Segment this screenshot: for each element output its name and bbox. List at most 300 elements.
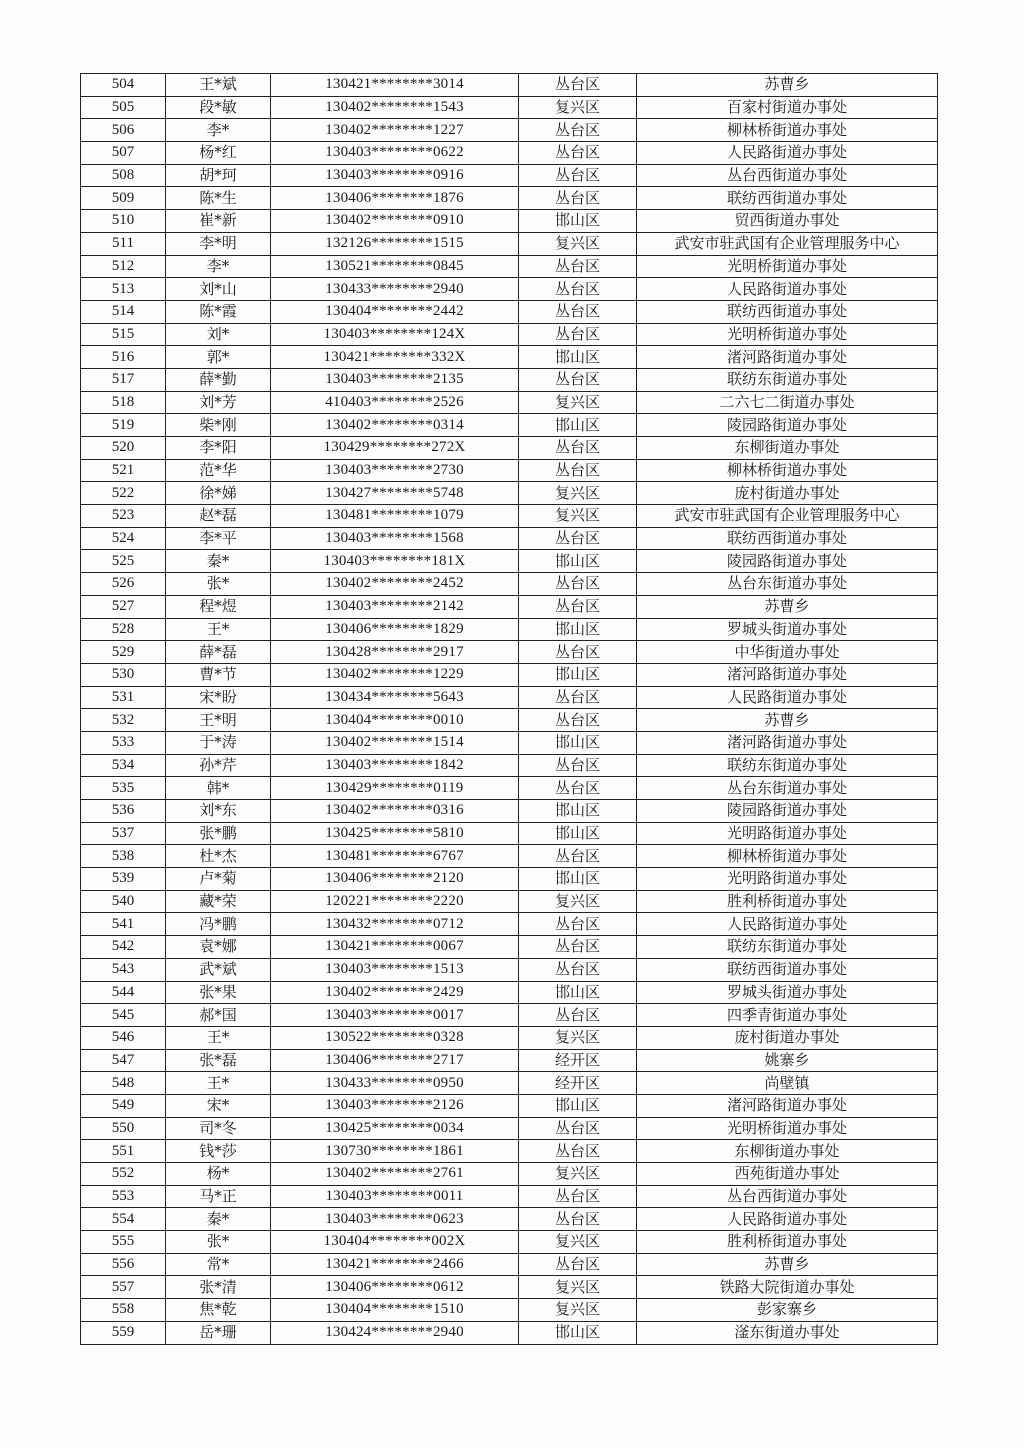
row-number-cell: 553 — [81, 1185, 166, 1208]
work-unit-cell: 柳林桥街道办事处 — [637, 459, 938, 482]
row-number-cell: 514 — [81, 300, 166, 323]
row-number-cell: 532 — [81, 709, 166, 732]
person-name-cell: 袁*娜 — [166, 936, 271, 959]
id-number-cell: 130402********2429 — [271, 981, 519, 1004]
district-cell: 邯山区 — [519, 868, 637, 891]
row-number-cell: 559 — [81, 1321, 166, 1344]
id-number-cell: 130402********1543 — [271, 96, 519, 119]
id-number-cell: 130403********0916 — [271, 164, 519, 187]
id-number-cell: 130402********1227 — [271, 119, 519, 142]
person-name-cell: 钱*莎 — [166, 1140, 271, 1163]
district-cell: 复兴区 — [519, 482, 637, 505]
table-row — [81, 1026, 938, 1049]
id-number-cell: 410403********2526 — [271, 391, 519, 414]
work-unit-cell: 苏曹乡 — [637, 1253, 938, 1276]
district-cell: 丛台区 — [519, 119, 637, 142]
id-number-cell: 130403********2135 — [271, 368, 519, 391]
table-row — [81, 1208, 938, 1231]
person-name-cell: 陈*霞 — [166, 300, 271, 323]
id-number-cell: 130427********5748 — [271, 482, 519, 505]
district-cell: 复兴区 — [519, 232, 637, 255]
person-name-cell: 宋*盼 — [166, 686, 271, 709]
person-name-cell: 薛*勤 — [166, 368, 271, 391]
table-row — [81, 958, 938, 981]
work-unit-cell: 铁路大院街道办事处 — [637, 1276, 938, 1299]
id-number-cell: 130403********1842 — [271, 754, 519, 777]
district-cell: 丛台区 — [519, 1117, 637, 1140]
district-cell: 复兴区 — [519, 505, 637, 528]
work-unit-cell: 武安市驻武国有企业管理服务中心 — [637, 505, 938, 528]
id-number-cell: 130404********0010 — [271, 709, 519, 732]
work-unit-cell: 柳林桥街道办事处 — [637, 845, 938, 868]
row-number-cell: 505 — [81, 96, 166, 119]
work-unit-cell: 二六七二街道办事处 — [637, 391, 938, 414]
district-cell: 邯山区 — [519, 731, 637, 754]
district-cell: 丛台区 — [519, 255, 637, 278]
work-unit-cell: 联纺西街道办事处 — [637, 527, 938, 550]
work-unit-cell: 苏曹乡 — [637, 709, 938, 732]
table-row — [81, 1253, 938, 1276]
table-row — [81, 459, 938, 482]
person-name-cell: 李*平 — [166, 527, 271, 550]
table-row — [81, 1185, 938, 1208]
id-number-cell: 130434********5643 — [271, 686, 519, 709]
id-number-cell: 130424********2940 — [271, 1321, 519, 1344]
person-name-cell: 郝*国 — [166, 1004, 271, 1027]
work-unit-cell: 联纺西街道办事处 — [637, 187, 938, 210]
district-cell: 复兴区 — [519, 96, 637, 119]
id-number-cell: 132126********1515 — [271, 232, 519, 255]
person-name-cell: 郭* — [166, 346, 271, 369]
district-cell: 丛台区 — [519, 300, 637, 323]
district-cell: 复兴区 — [519, 1231, 637, 1254]
work-unit-cell: 渚河路街道办事处 — [637, 663, 938, 686]
table-row — [81, 255, 938, 278]
id-number-cell: 130403********0623 — [271, 1208, 519, 1231]
id-number-cell: 130403********0017 — [271, 1004, 519, 1027]
table-row — [81, 845, 938, 868]
work-unit-cell: 光明路街道办事处 — [637, 868, 938, 891]
id-number-cell: 130403********1513 — [271, 958, 519, 981]
row-number-cell: 507 — [81, 142, 166, 165]
person-name-cell: 杨*红 — [166, 142, 271, 165]
row-number-cell: 533 — [81, 731, 166, 754]
row-number-cell: 548 — [81, 1072, 166, 1095]
id-number-cell: 130403********0011 — [271, 1185, 519, 1208]
id-number-cell: 130404********1510 — [271, 1299, 519, 1322]
person-name-cell: 张*鹏 — [166, 822, 271, 845]
table-row — [81, 800, 938, 823]
row-number-cell: 558 — [81, 1299, 166, 1322]
table-row — [81, 391, 938, 414]
work-unit-cell: 中华街道办事处 — [637, 641, 938, 664]
work-unit-cell: 贸西街道办事处 — [637, 210, 938, 233]
person-name-cell: 柴*刚 — [166, 414, 271, 437]
table-row — [81, 754, 938, 777]
person-name-cell: 杨* — [166, 1163, 271, 1186]
id-number-cell: 130421********3014 — [271, 74, 519, 97]
person-name-cell: 李* — [166, 119, 271, 142]
person-name-cell: 张*果 — [166, 981, 271, 1004]
id-number-cell: 130428********2917 — [271, 641, 519, 664]
work-unit-cell: 姚寨乡 — [637, 1049, 938, 1072]
district-cell: 经开区 — [519, 1049, 637, 1072]
id-number-cell: 130481********6767 — [271, 845, 519, 868]
row-number-cell: 549 — [81, 1094, 166, 1117]
district-cell: 丛台区 — [519, 278, 637, 301]
person-name-cell: 刘*山 — [166, 278, 271, 301]
table-row — [81, 482, 938, 505]
work-unit-cell: 光明桥街道办事处 — [637, 255, 938, 278]
district-cell: 邯山区 — [519, 663, 637, 686]
person-name-cell: 张*清 — [166, 1276, 271, 1299]
id-number-cell: 130429********272X — [271, 437, 519, 460]
table-row — [81, 618, 938, 641]
work-unit-cell: 罗城头街道办事处 — [637, 618, 938, 641]
row-number-cell: 509 — [81, 187, 166, 210]
district-cell: 丛台区 — [519, 573, 637, 596]
district-cell: 邯山区 — [519, 550, 637, 573]
work-unit-cell: 陵园路街道办事处 — [637, 800, 938, 823]
roster-table — [80, 73, 938, 1345]
person-name-cell: 张* — [166, 573, 271, 596]
id-number-cell: 130402********0316 — [271, 800, 519, 823]
work-unit-cell: 人民路街道办事处 — [637, 686, 938, 709]
district-cell: 丛台区 — [519, 777, 637, 800]
person-name-cell: 秦* — [166, 550, 271, 573]
id-number-cell: 130730********1861 — [271, 1140, 519, 1163]
work-unit-cell: 苏曹乡 — [637, 74, 938, 97]
work-unit-cell: 庞村街道办事处 — [637, 482, 938, 505]
district-cell: 邯山区 — [519, 414, 637, 437]
work-unit-cell: 联纺东街道办事处 — [637, 368, 938, 391]
person-name-cell: 刘*东 — [166, 800, 271, 823]
work-unit-cell: 丛台东街道办事处 — [637, 777, 938, 800]
person-name-cell: 马*正 — [166, 1185, 271, 1208]
id-number-cell: 130421********332X — [271, 346, 519, 369]
row-number-cell: 534 — [81, 754, 166, 777]
district-cell: 丛台区 — [519, 459, 637, 482]
id-number-cell: 130433********2940 — [271, 278, 519, 301]
work-unit-cell: 苏曹乡 — [637, 595, 938, 618]
row-number-cell: 516 — [81, 346, 166, 369]
person-name-cell: 王*斌 — [166, 74, 271, 97]
person-name-cell: 张*磊 — [166, 1049, 271, 1072]
table-row — [81, 1094, 938, 1117]
row-number-cell: 529 — [81, 641, 166, 664]
person-name-cell: 张* — [166, 1231, 271, 1254]
table-row — [81, 437, 938, 460]
district-cell: 邯山区 — [519, 210, 637, 233]
district-cell: 邯山区 — [519, 800, 637, 823]
district-cell: 丛台区 — [519, 527, 637, 550]
table-row — [81, 573, 938, 596]
table-row — [81, 119, 938, 142]
work-unit-cell: 人民路街道办事处 — [637, 913, 938, 936]
id-number-cell: 130433********0950 — [271, 1072, 519, 1095]
row-number-cell: 545 — [81, 1004, 166, 1027]
row-number-cell: 531 — [81, 686, 166, 709]
table-row — [81, 822, 938, 845]
row-number-cell: 557 — [81, 1276, 166, 1299]
id-number-cell: 130521********0845 — [271, 255, 519, 278]
id-number-cell: 130522********0328 — [271, 1026, 519, 1049]
id-number-cell: 130432********0712 — [271, 913, 519, 936]
row-number-cell: 543 — [81, 958, 166, 981]
district-cell: 复兴区 — [519, 890, 637, 913]
row-number-cell: 512 — [81, 255, 166, 278]
row-number-cell: 513 — [81, 278, 166, 301]
table-row — [81, 1163, 938, 1186]
table-row — [81, 936, 938, 959]
table-row — [81, 278, 938, 301]
person-name-cell: 刘*芳 — [166, 391, 271, 414]
table-row — [81, 142, 938, 165]
row-number-cell: 520 — [81, 437, 166, 460]
person-name-cell: 程*煜 — [166, 595, 271, 618]
work-unit-cell: 渚河路街道办事处 — [637, 1094, 938, 1117]
row-number-cell: 527 — [81, 595, 166, 618]
district-cell: 丛台区 — [519, 1004, 637, 1027]
district-cell: 丛台区 — [519, 686, 637, 709]
table-row — [81, 232, 938, 255]
district-cell: 丛台区 — [519, 1140, 637, 1163]
person-name-cell: 王* — [166, 1026, 271, 1049]
person-name-cell: 藏*荣 — [166, 890, 271, 913]
district-cell: 丛台区 — [519, 1185, 637, 1208]
work-unit-cell: 百家村街道办事处 — [637, 96, 938, 119]
district-cell: 邯山区 — [519, 981, 637, 1004]
work-unit-cell: 联纺西街道办事处 — [637, 958, 938, 981]
person-name-cell: 常* — [166, 1253, 271, 1276]
table-row — [81, 1299, 938, 1322]
district-cell: 邯山区 — [519, 822, 637, 845]
work-unit-cell: 罗城头街道办事处 — [637, 981, 938, 1004]
person-name-cell: 宋* — [166, 1094, 271, 1117]
work-unit-cell: 胜利桥街道办事处 — [637, 890, 938, 913]
id-number-cell: 130421********0067 — [271, 936, 519, 959]
district-cell: 丛台区 — [519, 595, 637, 618]
row-number-cell: 546 — [81, 1026, 166, 1049]
table-row — [81, 1004, 938, 1027]
district-cell: 丛台区 — [519, 323, 637, 346]
district-cell: 丛台区 — [519, 754, 637, 777]
person-name-cell: 杜*杰 — [166, 845, 271, 868]
person-name-cell: 曹*节 — [166, 663, 271, 686]
table-row — [81, 164, 938, 187]
id-number-cell: 130406********0612 — [271, 1276, 519, 1299]
district-cell: 丛台区 — [519, 1208, 637, 1231]
row-number-cell: 524 — [81, 527, 166, 550]
table-row — [81, 96, 938, 119]
work-unit-cell: 丛台西街道办事处 — [637, 1185, 938, 1208]
row-number-cell: 522 — [81, 482, 166, 505]
row-number-cell: 536 — [81, 800, 166, 823]
work-unit-cell: 柳林桥街道办事处 — [637, 119, 938, 142]
district-cell: 丛台区 — [519, 164, 637, 187]
table-row — [81, 686, 938, 709]
work-unit-cell: 光明桥街道办事处 — [637, 1117, 938, 1140]
table-row — [81, 346, 938, 369]
person-name-cell: 冯*鹏 — [166, 913, 271, 936]
district-cell: 丛台区 — [519, 958, 637, 981]
table-row — [81, 1276, 938, 1299]
person-name-cell: 李*明 — [166, 232, 271, 255]
id-number-cell: 130429********0119 — [271, 777, 519, 800]
id-number-cell: 130403********2730 — [271, 459, 519, 482]
id-number-cell: 130402********1514 — [271, 731, 519, 754]
row-number-cell: 525 — [81, 550, 166, 573]
row-number-cell: 530 — [81, 663, 166, 686]
id-number-cell: 130402********0314 — [271, 414, 519, 437]
person-name-cell: 薛*磊 — [166, 641, 271, 664]
work-unit-cell: 光明桥街道办事处 — [637, 323, 938, 346]
table-row — [81, 868, 938, 891]
person-name-cell: 韩* — [166, 777, 271, 800]
id-number-cell: 130402********0910 — [271, 210, 519, 233]
id-number-cell: 130404********002X — [271, 1231, 519, 1254]
id-number-cell: 130406********1876 — [271, 187, 519, 210]
district-cell: 丛台区 — [519, 437, 637, 460]
district-cell: 复兴区 — [519, 1276, 637, 1299]
row-number-cell: 519 — [81, 414, 166, 437]
table-row — [81, 368, 938, 391]
table-row — [81, 595, 938, 618]
row-number-cell: 541 — [81, 913, 166, 936]
person-name-cell: 赵*磊 — [166, 505, 271, 528]
id-number-cell: 130402********2761 — [271, 1163, 519, 1186]
row-number-cell: 544 — [81, 981, 166, 1004]
row-number-cell: 523 — [81, 505, 166, 528]
row-number-cell: 540 — [81, 890, 166, 913]
row-number-cell: 508 — [81, 164, 166, 187]
district-cell: 经开区 — [519, 1072, 637, 1095]
work-unit-cell: 联纺东街道办事处 — [637, 936, 938, 959]
district-cell: 复兴区 — [519, 1299, 637, 1322]
person-name-cell: 司*冬 — [166, 1117, 271, 1140]
id-number-cell: 120221********2220 — [271, 890, 519, 913]
person-name-cell: 岳*珊 — [166, 1321, 271, 1344]
row-number-cell: 535 — [81, 777, 166, 800]
id-number-cell: 130481********1079 — [271, 505, 519, 528]
work-unit-cell: 尚壁镇 — [637, 1072, 938, 1095]
id-number-cell: 130402********2452 — [271, 573, 519, 596]
id-number-cell: 130403********181X — [271, 550, 519, 573]
work-unit-cell: 人民路街道办事处 — [637, 278, 938, 301]
work-unit-cell: 西苑街道办事处 — [637, 1163, 938, 1186]
table-row — [81, 527, 938, 550]
district-cell: 邯山区 — [519, 1094, 637, 1117]
table-row — [81, 1049, 938, 1072]
person-name-cell: 徐*娣 — [166, 482, 271, 505]
row-number-cell: 517 — [81, 368, 166, 391]
work-unit-cell: 陵园路街道办事处 — [637, 550, 938, 573]
id-number-cell: 130403********2142 — [271, 595, 519, 618]
person-name-cell: 孙*芹 — [166, 754, 271, 777]
row-number-cell: 528 — [81, 618, 166, 641]
person-name-cell: 李* — [166, 255, 271, 278]
row-number-cell: 542 — [81, 936, 166, 959]
work-unit-cell: 渚河路街道办事处 — [637, 346, 938, 369]
id-number-cell: 130403********2126 — [271, 1094, 519, 1117]
table-row — [81, 731, 938, 754]
row-number-cell: 552 — [81, 1163, 166, 1186]
person-name-cell: 陈*生 — [166, 187, 271, 210]
district-cell: 复兴区 — [519, 1026, 637, 1049]
district-cell: 丛台区 — [519, 641, 637, 664]
district-cell: 丛台区 — [519, 936, 637, 959]
work-unit-cell: 陵园路街道办事处 — [637, 414, 938, 437]
table-row — [81, 663, 938, 686]
work-unit-cell: 人民路街道办事处 — [637, 1208, 938, 1231]
work-unit-cell: 丛台东街道办事处 — [637, 573, 938, 596]
row-number-cell: 515 — [81, 323, 166, 346]
person-name-cell: 刘* — [166, 323, 271, 346]
row-number-cell: 539 — [81, 868, 166, 891]
id-number-cell: 130402********1229 — [271, 663, 519, 686]
district-cell: 丛台区 — [519, 1253, 637, 1276]
table-row — [81, 505, 938, 528]
work-unit-cell: 胜利桥街道办事处 — [637, 1231, 938, 1254]
table-row — [81, 981, 938, 1004]
work-unit-cell: 武安市驻武国有企业管理服务中心 — [637, 232, 938, 255]
id-number-cell: 130425********0034 — [271, 1117, 519, 1140]
person-name-cell: 秦* — [166, 1208, 271, 1231]
table-row — [81, 890, 938, 913]
district-cell: 丛台区 — [519, 74, 637, 97]
table-row — [81, 414, 938, 437]
id-number-cell: 130425********5810 — [271, 822, 519, 845]
work-unit-cell: 彭家寨乡 — [637, 1299, 938, 1322]
row-number-cell: 510 — [81, 210, 166, 233]
row-number-cell: 506 — [81, 119, 166, 142]
district-cell: 丛台区 — [519, 913, 637, 936]
work-unit-cell: 渚河路街道办事处 — [637, 731, 938, 754]
work-unit-cell: 联纺东街道办事处 — [637, 754, 938, 777]
row-number-cell: 550 — [81, 1117, 166, 1140]
row-number-cell: 538 — [81, 845, 166, 868]
work-unit-cell: 人民路街道办事处 — [637, 142, 938, 165]
person-name-cell: 李*阳 — [166, 437, 271, 460]
row-number-cell: 555 — [81, 1231, 166, 1254]
table-row — [81, 210, 938, 233]
id-number-cell: 130403********1568 — [271, 527, 519, 550]
id-number-cell: 130403********124X — [271, 323, 519, 346]
row-number-cell: 537 — [81, 822, 166, 845]
district-cell: 丛台区 — [519, 845, 637, 868]
person-name-cell: 胡*珂 — [166, 164, 271, 187]
person-name-cell: 卢*菊 — [166, 868, 271, 891]
person-name-cell: 范*华 — [166, 459, 271, 482]
person-name-cell: 王*明 — [166, 709, 271, 732]
person-name-cell: 崔*新 — [166, 210, 271, 233]
district-cell: 邯山区 — [519, 346, 637, 369]
person-name-cell: 于*涛 — [166, 731, 271, 754]
work-unit-cell: 丛台西街道办事处 — [637, 164, 938, 187]
row-number-cell: 551 — [81, 1140, 166, 1163]
id-number-cell: 130403********0622 — [271, 142, 519, 165]
work-unit-cell: 滏东街道办事处 — [637, 1321, 938, 1344]
person-name-cell: 焦*乾 — [166, 1299, 271, 1322]
district-cell: 丛台区 — [519, 187, 637, 210]
id-number-cell: 130406********2120 — [271, 868, 519, 891]
work-unit-cell: 东柳街道办事处 — [637, 437, 938, 460]
table-row — [81, 550, 938, 573]
work-unit-cell: 庞村街道办事处 — [637, 1026, 938, 1049]
table-row — [81, 1321, 938, 1344]
row-number-cell: 526 — [81, 573, 166, 596]
work-unit-cell: 东柳街道办事处 — [637, 1140, 938, 1163]
